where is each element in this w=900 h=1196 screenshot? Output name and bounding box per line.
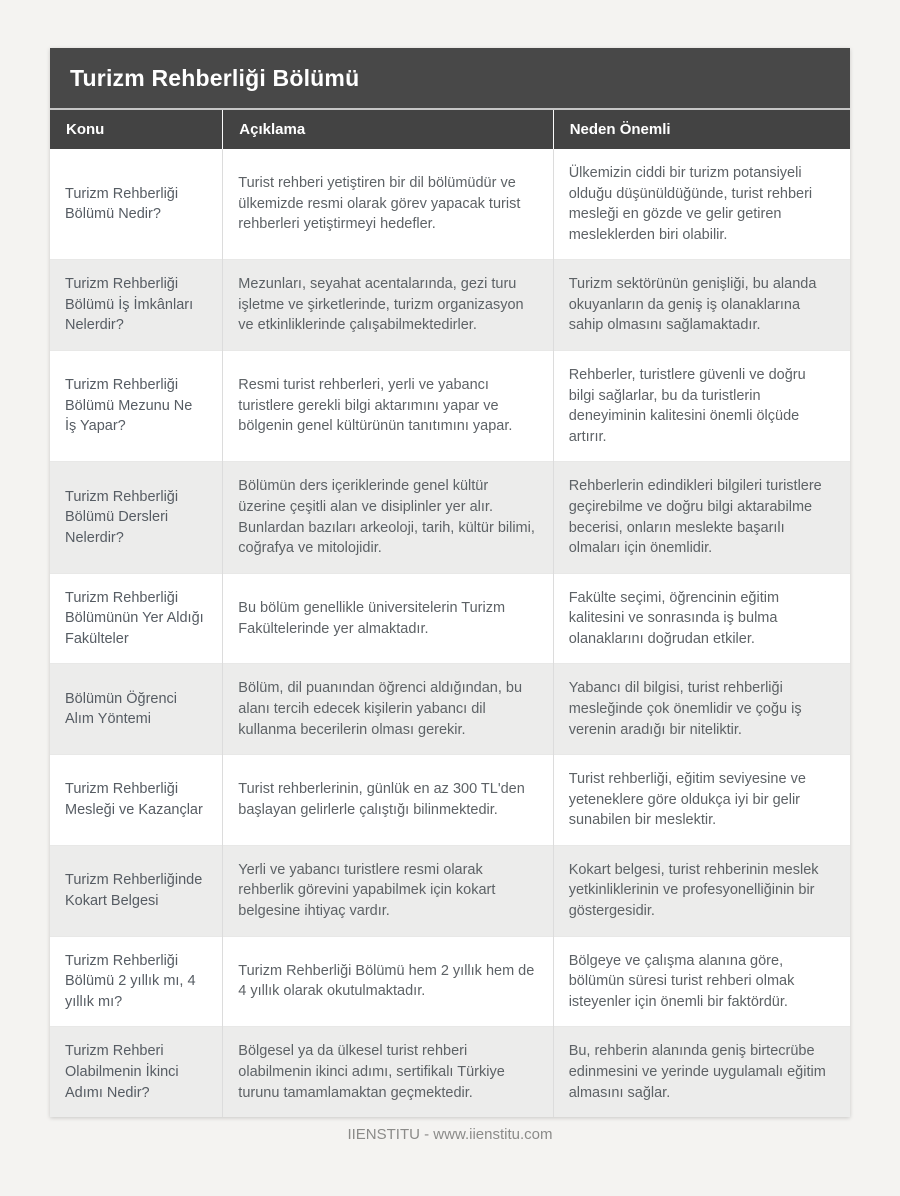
content-card — [50, 48, 850, 1117]
footer-text: IIENSTITU - www.iienstitu.com — [347, 1126, 553, 1143]
cell-aciklama: Bölümün ders içeriklerinde genel kültür üzerine çeşitli alan ve disiplinler yer alır. Bunlardan bazıları arkeoloji, tarih, kültür bilimi, coğrafya ve mitolojidir. — [223, 462, 553, 573]
cell-konu: Turizm Rehberliği Bölümü Nedir? — [65, 185, 179, 223]
column-header-aciklama: Açıklama — [223, 110, 553, 149]
cell-konu: Turizm Rehberliği Bölümü Mezunu Ne İş Yapar? — [50, 351, 223, 462]
cell-neden: Bölgeye ve çalışma alanına göre, bölümün süresi turist rehberi olmak isteyenler için önemli bir faktördür. — [553, 936, 850, 1027]
column-header-konu: Konu — [50, 110, 223, 149]
table-row — [50, 260, 850, 351]
cell-konu: Turizm Rehberliği Bölümü İş İmkânları Nelerdir? — [50, 260, 223, 351]
cell-neden: Fakülte seçimi, öğrencinin eğitim kalitesini ve sonrasında iş bulma olanaklarını doğrudan etkiler. — [553, 573, 850, 664]
table-row — [50, 755, 850, 846]
cell-neden: Ülkemizin ciddi bir turizm potansiyeli olduğu düşünüldüğünde, turist rehberi mesleği en gözde ve gelir getiren mesleklerden biri olabilir. — [553, 149, 850, 260]
cell-konu: Turizm Rehberliği Bölümünün Yer Aldığı Fakülteler — [50, 573, 223, 664]
cell-neden: Rehberlerin edindikleri bilgileri turistlere geçirebilme ve doğru bilgi aktarabilme becerisi, onların meslekte başarılı olmaları için önemlidir. — [553, 462, 850, 573]
table-row — [50, 1027, 850, 1117]
cell-aciklama: Turist rehberlerinin, günlük en az 300 TL'den başlayan gelirlerle çalıştığı bilinmektedir. — [223, 755, 553, 846]
cell-konu: Turizm Rehberliğinde Kokart Belgesi — [50, 845, 223, 936]
table-row — [50, 149, 850, 260]
info-table — [50, 110, 850, 1117]
cell-neden: Rehberler, turistlere güvenli ve doğru bilgi sağlarlar, bu da turistlerin deneyiminin kalitesini önemli ölçüde artırır. — [553, 351, 850, 462]
table-body — [50, 149, 850, 1117]
page-title: Turizm Rehberliği Bölümü — [70, 65, 360, 91]
cell-neden: Turist rehberliği, eğitim seviyesine ve yeteneklere göre oldukça iyi bir gelir sunabilen bir meslektir. — [553, 755, 850, 846]
cell-aciklama: Yerli ve yabancı turistlere resmi olarak rehberlik görevini yapabilmek için kokart belgesine ihtiyaç vardır. — [223, 845, 553, 936]
cell-aciklama: Resmi turist rehberleri, yerli ve yabancı turistlere gerekli bilgi aktarımını yapar ve bölgenin genel kültürünün tanıtımını yapar. — [223, 351, 553, 462]
cell-konu: Turizm Rehberi Olabilmenin İkinci Adımı Nedir? — [50, 1027, 223, 1117]
cell-aciklama: Mezunları, seyahat acentalarında, gezi turu işletme ve şirketlerinde, turizm organizasyon ve etkinliklerinde çalışabilmektedirler. — [223, 260, 553, 351]
cell-konu: Turizm Rehberliği Bölümü Dersleri Nelerdir? — [50, 462, 223, 573]
cell-konu: Turizm Rehberliği Mesleği ve Kazançlar — [50, 755, 223, 846]
cell-neden: Yabancı dil bilgisi, turist rehberliği mesleğinde çok önemlidir ve çoğu iş verenin aradığı bir niteliktir. — [553, 664, 850, 755]
table-row — [50, 845, 850, 936]
table-header — [50, 110, 850, 149]
cell-aciklama: Bölgesel ya da ülkesel turist rehberi olabilmenin ikinci adımı, sertifikalı Türkiye turunu tamamlamaktan geçmektedir. — [223, 1027, 553, 1117]
cell-neden: Turizm sektörünün genişliği, bu alanda okuyanların da geniş iş olanaklarına sahip olmasını sağlamaktadır. — [553, 260, 850, 351]
cell-neden: Bu, rehberin alanında geniş birtecrübe edinmesini ve yerinde uygulamalı eğitim almasını sağlar. — [553, 1027, 850, 1117]
cell-konu: Turizm Rehberliği Bölümü 2 yıllık mı, 4 yıllık mı? — [50, 936, 223, 1027]
column-header-neden: Neden Önemli — [553, 110, 850, 149]
table-row — [50, 351, 850, 462]
cell-aciklama: Bölüm, dil puanından öğrenci aldığından, bu alanı tercih edecek kişilerin yabancı dil kullanma becerilerin olması gerekir. — [223, 664, 553, 755]
footer — [0, 1126, 900, 1143]
table-row — [50, 462, 850, 573]
cell-konu: Bölümün Öğrenci Alım Yöntemi — [50, 664, 223, 755]
cell-aciklama: Bu bölüm genellikle üniversitelerin Turizm Fakültelerinde yer almaktadır. — [223, 573, 553, 664]
table-row — [50, 573, 850, 664]
table-header-row — [50, 110, 850, 149]
cell-neden: Kokart belgesi, turist rehberinin meslek yetkinliklerinin ve profesyonelliğinin bir göstergesidir. — [553, 845, 850, 936]
table-row — [50, 936, 850, 1027]
cell-aciklama: Turist rehberi yetiştiren bir dil bölümüdür ve ülkemizde resmi olarak görev yapacak turist rehberleri yetiştirmeyi hedefler. — [223, 149, 553, 260]
title-bar — [50, 48, 850, 110]
cell-aciklama: Turizm Rehberliği Bölümü hem 2 yıllık hem de 4 yıllık olarak okutulmaktadır. — [223, 936, 553, 1027]
table-row — [50, 664, 850, 755]
